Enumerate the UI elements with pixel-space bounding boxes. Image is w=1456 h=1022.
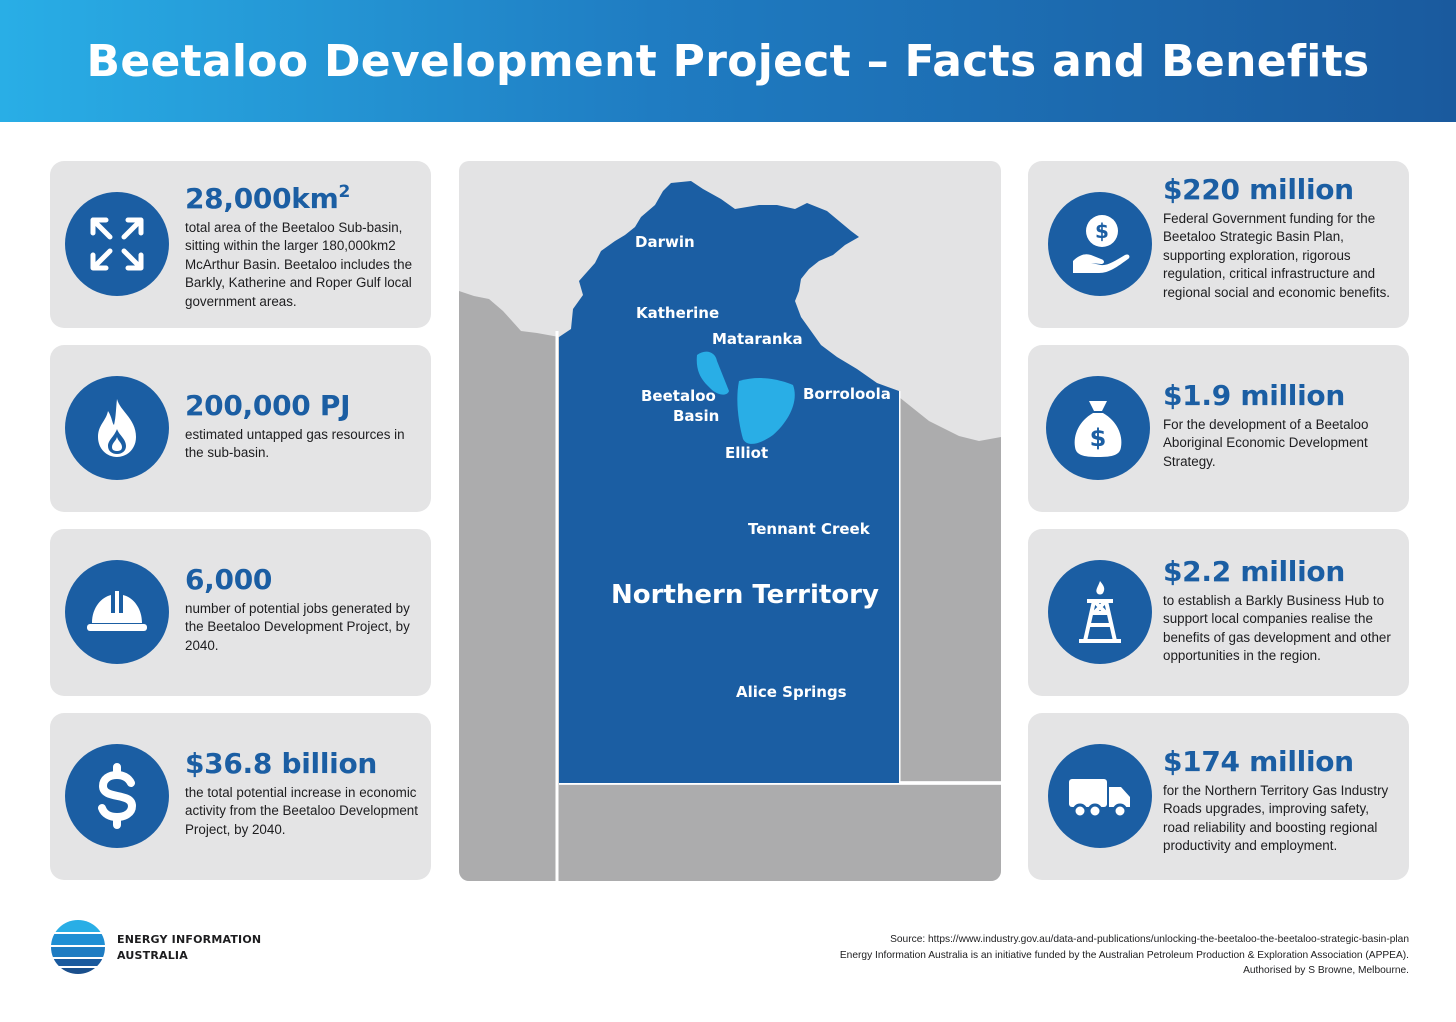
funding-card-barkly-business-hub — [1028, 529, 1409, 696]
stat-description: for the Northern Territory Gas Industry Roads upgrades, improving safety, road reliability and boosting regional productivity and employment. — [1163, 783, 1389, 854]
footer-funding: Energy Information Australia is an initiative funded by the Australian Petroleum Production & Exploration Association (APPEA). — [839, 949, 1409, 961]
stat-description: For the development of a Beetaloo Aboriginal Economic Development Strategy. — [1163, 417, 1369, 469]
map-label-beetaloo: Beetaloo — [641, 387, 716, 405]
energy-information-australia-logo — [50, 919, 270, 977]
fact-card-economic-activity — [50, 713, 431, 880]
south-australia-region — [559, 785, 1001, 881]
funding-card-gas-industry-roads — [1028, 713, 1409, 880]
stat-value: $28,000km^2$ — [185, 182, 350, 215]
stat-description: number of potential jobs generated by the Beetaloo Development Project, by 2040. — [185, 601, 410, 653]
map-label-alice-springs: Alice Springs — [736, 683, 847, 701]
dollar-sign-icon — [65, 744, 169, 848]
stat-value: $220 million — [1163, 173, 1354, 206]
fact-card-area — [50, 161, 431, 328]
svg-text:$: $ — [1089, 424, 1107, 452]
globe-logo-icon — [50, 919, 106, 975]
funding-card-strategic-basin-plan — [1028, 161, 1409, 328]
logo-text-line1: ENERGY INFORMATION — [117, 933, 262, 946]
truck-icon — [1048, 744, 1152, 848]
map-label-tennant-creek: Tennant Creek — [748, 520, 870, 538]
logo-text-line2: AUSTRALIA — [117, 949, 188, 962]
svg-text:$: $ — [1095, 219, 1109, 243]
footer-authorised: Authorised by S Browne, Melbourne. — [1243, 965, 1409, 976]
northern-territory-map — [459, 161, 1001, 881]
stat-value: 6,000 — [185, 563, 273, 596]
western-australia-region — [459, 291, 559, 881]
header-banner — [0, 0, 1456, 122]
northern-territory-region — [559, 181, 899, 783]
flame-icon — [65, 376, 169, 480]
map-label-borroloola: Borroloola — [803, 385, 891, 403]
fact-card-jobs — [50, 529, 431, 696]
map-label-elliot: Elliot — [725, 444, 769, 462]
hand-holding-dollar-icon — [1048, 192, 1152, 296]
map-label-darwin: Darwin — [635, 233, 695, 251]
money-bag-icon — [1046, 376, 1150, 480]
stat-value: $1.9 million — [1163, 379, 1345, 412]
funding-card-aboriginal-strategy — [1028, 345, 1409, 512]
stat-description: estimated untapped gas resources in the sub-basin. — [185, 427, 405, 461]
footer-notes — [840, 932, 1409, 979]
stat-value: $36.8 billion — [185, 747, 378, 780]
map-label-northern-territory: Northern Territory — [611, 580, 879, 610]
stat-description: Federal Government funding for the Beetaloo Strategic Basin Plan, supporting exploration, rigorous regulation, critical infrastructure and regional social and economic benefits. — [1163, 211, 1391, 300]
fact-card-gas-resources — [50, 345, 431, 512]
stat-value: $2.2 million — [1163, 555, 1345, 588]
stat-value: $174 million — [1163, 745, 1354, 778]
stat-description: total area of the Beetaloo Sub-basin, sitting within the larger 180,000km2 McArthur Basin. Beetaloo includes the Barkly, Katherine and Roper Gulf local government areas. — [185, 220, 413, 309]
stat-description: to establish a Barkly Business Hub to support local companies realise the benefits of gas development and other opportunities in the region. — [1163, 593, 1391, 664]
page-title: Beetaloo Development Project – Facts and Benefits — [86, 35, 1370, 87]
footer-source: Source: https://www.industry.gov.au/data-and-publications/unlocking-the-beetaloo-the-beetaloo-strategic-basin-plan — [890, 934, 1409, 945]
queensland-region — [899, 397, 1001, 781]
map-label-mataranka: Mataranka — [712, 330, 803, 348]
gas-rig-icon — [1048, 560, 1152, 664]
expand-arrows-icon — [65, 192, 169, 296]
map-label-katherine: Katherine — [636, 304, 720, 322]
map-label-basin-text: Basin — [673, 407, 720, 425]
stat-description: the total potential increase in economic activity from the Beetaloo Development Project, by 2040. — [185, 785, 418, 837]
stat-value: 200,000 PJ — [185, 389, 351, 422]
hard-hat-icon — [65, 560, 169, 664]
